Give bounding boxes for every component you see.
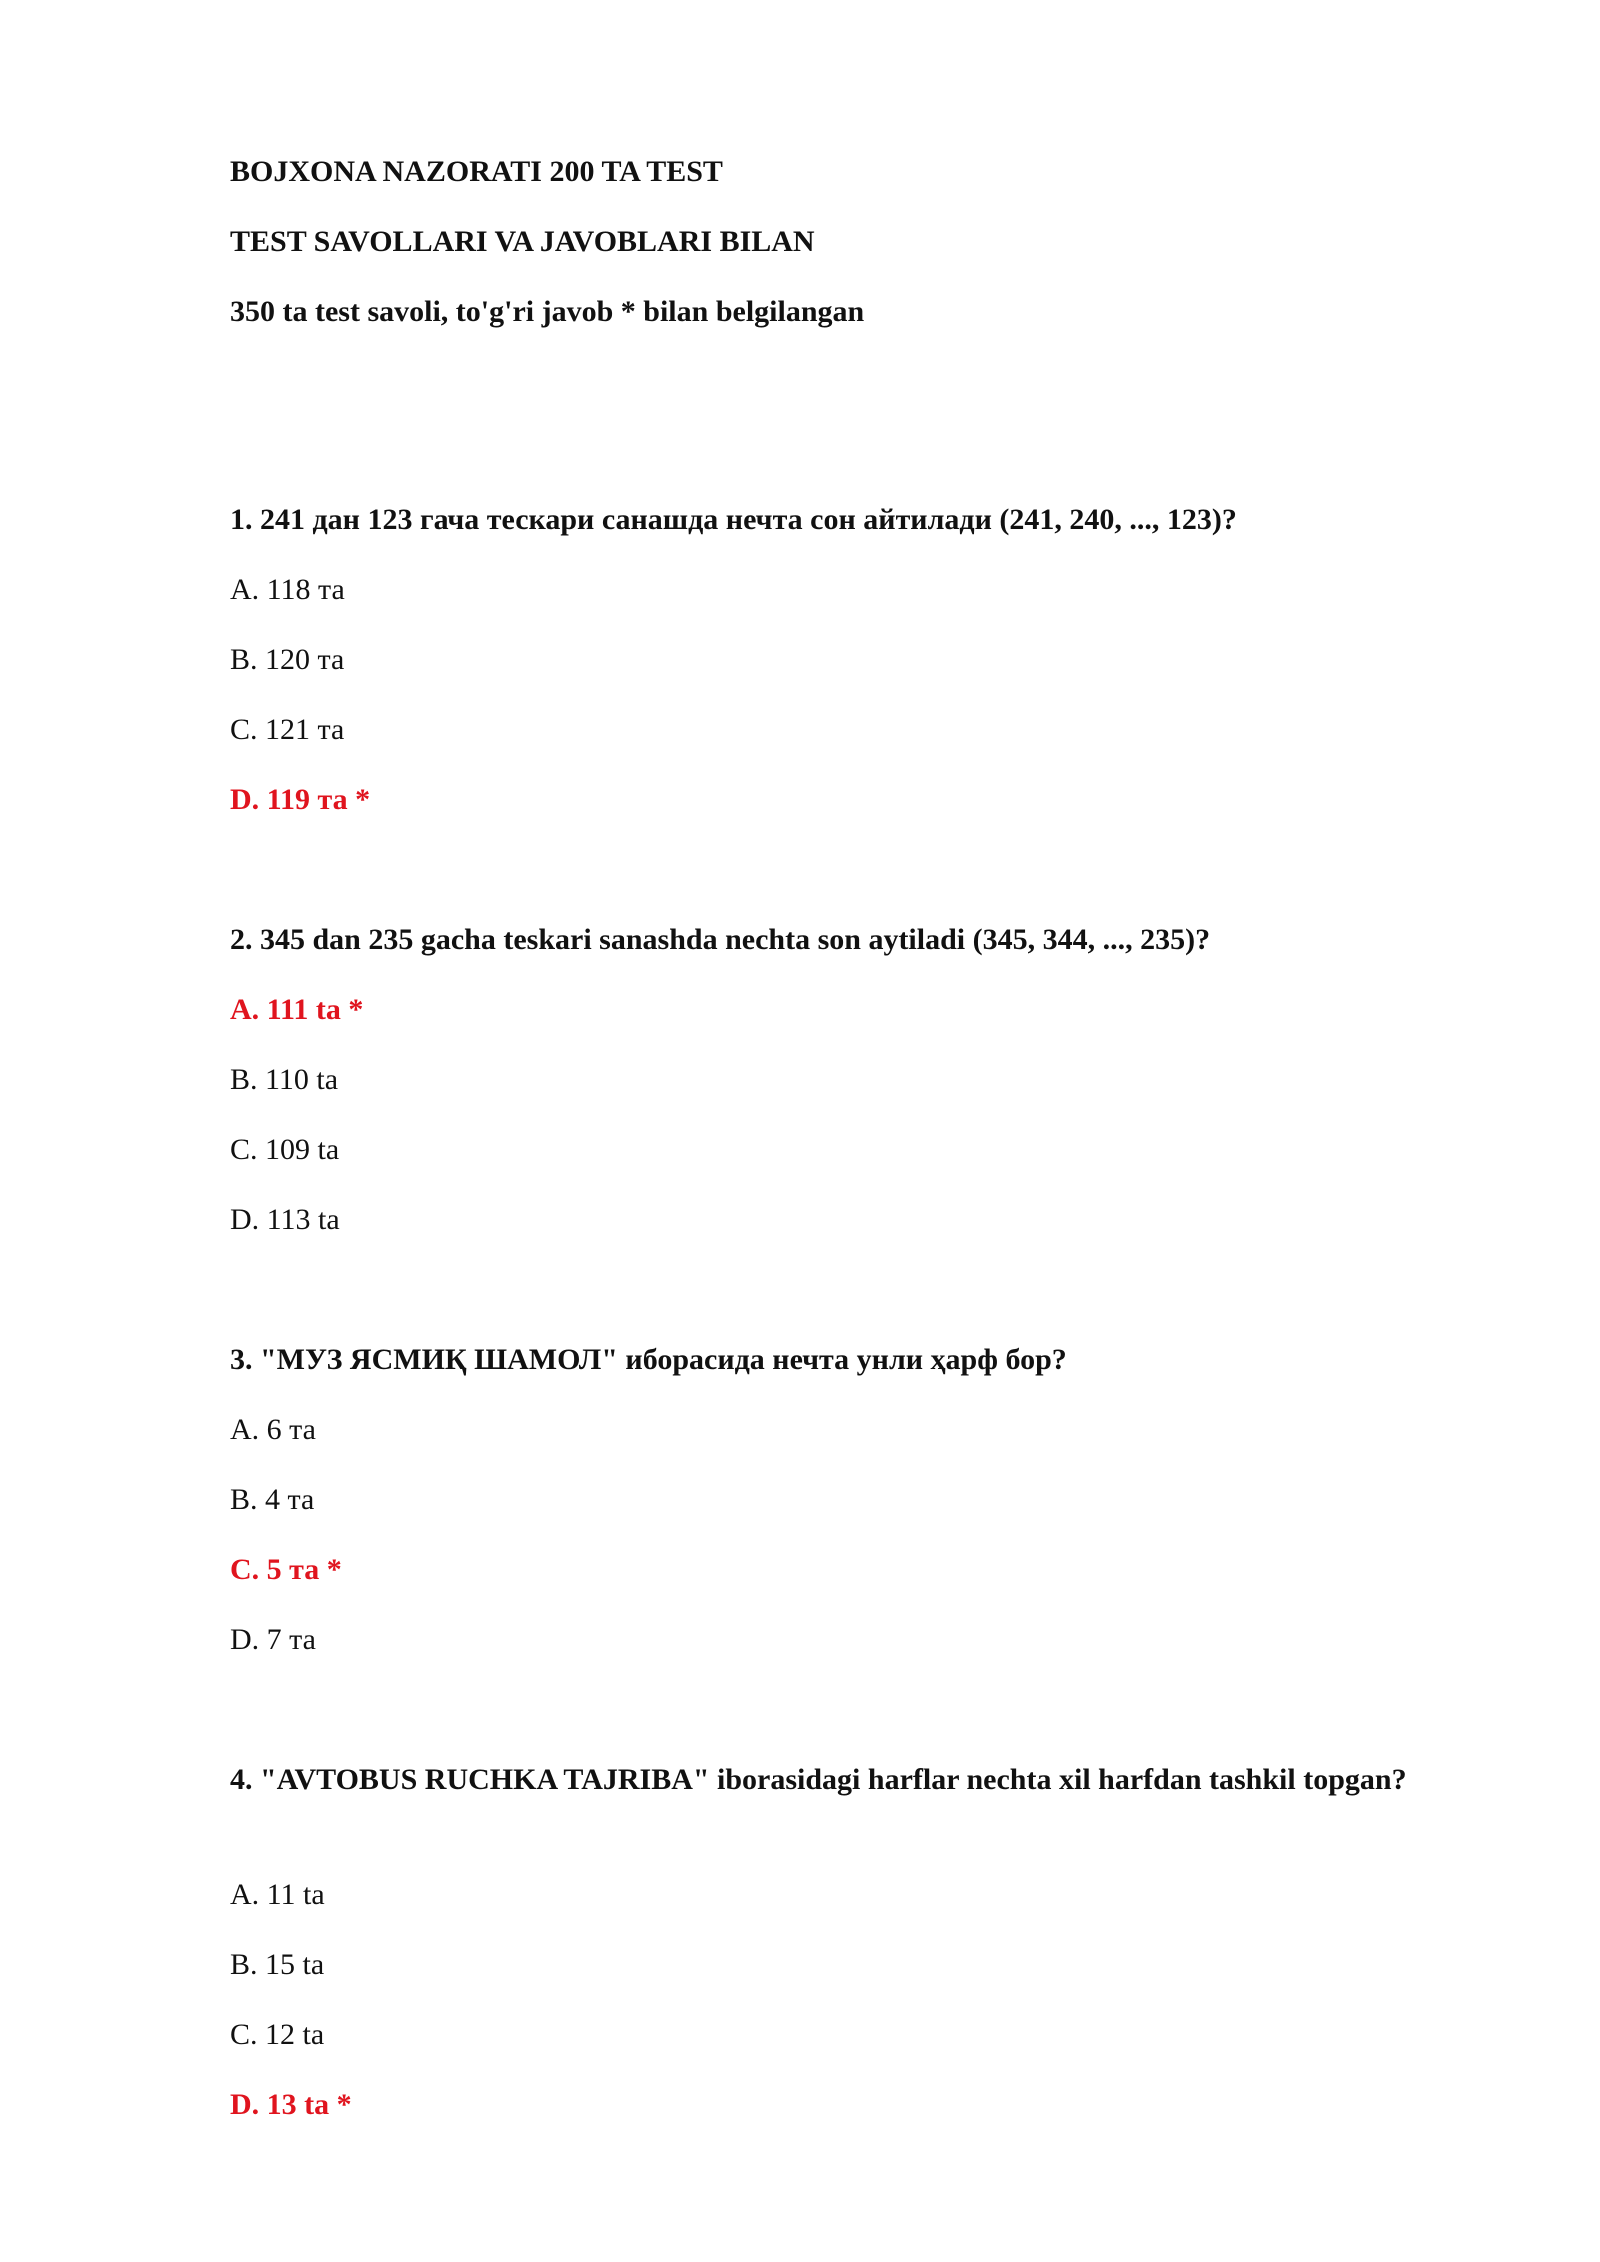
answer-option: D. 113 ta xyxy=(230,1203,340,1236)
answer-option: A. 118 та xyxy=(230,573,345,606)
answer-option: B. 120 та xyxy=(230,643,345,676)
document-note: 350 ta test savoli, to'g'ri javob * bilan belgilangan xyxy=(230,295,865,328)
answer-option-correct: C. 5 та * xyxy=(230,1553,342,1586)
document-subtitle: TEST SAVOLLARI VA JAVOBLARI BILAN xyxy=(230,225,815,258)
answer-option: A. 6 та xyxy=(230,1413,316,1446)
answer-option-correct: D. 119 та * xyxy=(230,783,371,816)
question-text: 4. "AVTOBUS RUCHKA TAJRIBA" iborasidagi harflar nechta xil harfdan tashkil topgan? xyxy=(230,1763,1407,1796)
question-text: 2. 345 dan 235 gacha teskari sanashda nechta son aytiladi (345, 344, ..., 235)? xyxy=(230,923,1211,956)
answer-option: B. 110 ta xyxy=(230,1063,339,1096)
answer-option: C. 109 ta xyxy=(230,1133,340,1166)
answer-option-correct: A. 111 ta * xyxy=(230,993,364,1026)
answer-option: C. 12 ta xyxy=(230,2018,325,2051)
answer-option: D. 7 та xyxy=(230,1623,316,1656)
answer-option: B. 15 ta xyxy=(230,1948,325,1981)
document-title: BOJXONA NAZORATI 200 TA TEST xyxy=(230,155,723,188)
answer-option: C. 121 та xyxy=(230,713,345,746)
answer-option: B. 4 та xyxy=(230,1483,315,1516)
question-text: 1. 241 дан 123 гача тескари санашда нечта сон айтилади (241, 240, ..., 123)? xyxy=(230,503,1237,536)
answer-option-correct: D. 13 ta * xyxy=(230,2088,352,2121)
answer-option: A. 11 ta xyxy=(230,1878,325,1911)
question-text: 3. "МУЗ ЯСМИҚ ШАМОЛ" иборасида нечта унли ҳарф бор? xyxy=(230,1343,1067,1376)
